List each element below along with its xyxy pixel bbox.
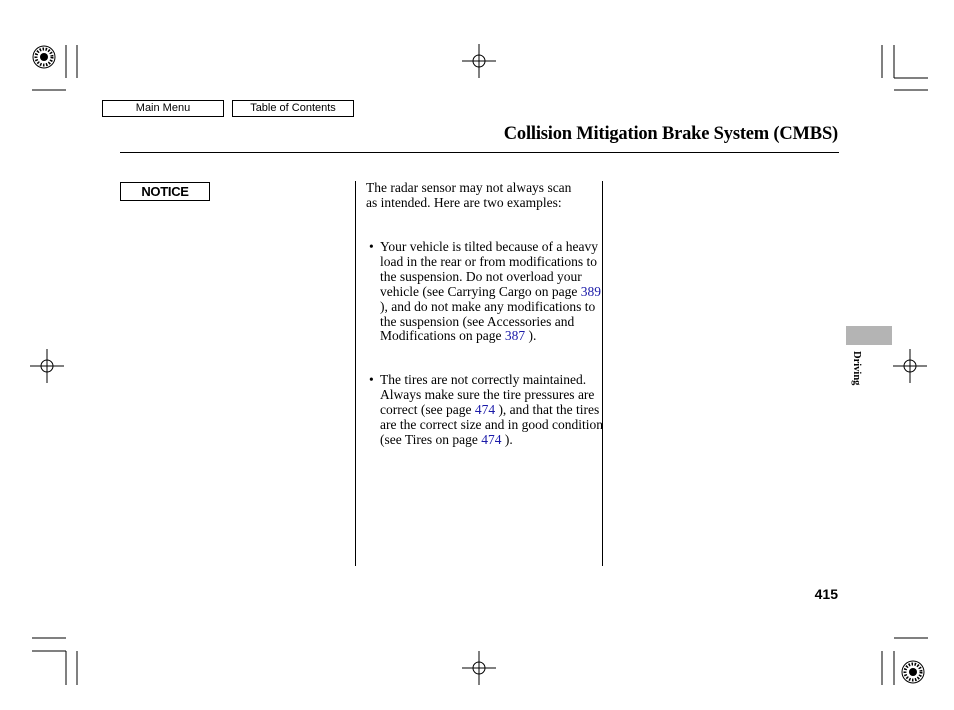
page-title: Collision Mitigation Brake System (CMBS) <box>503 124 838 144</box>
list-item <box>366 373 606 448</box>
page-number: 415 <box>814 586 838 602</box>
section-label: Driving <box>851 351 862 386</box>
page-link-474[interactable]: 474 <box>481 431 502 447</box>
notice-label: NOTICE <box>120 182 210 201</box>
starburst-target-top-left <box>33 46 55 68</box>
section-tab <box>846 326 892 345</box>
main-menu-button[interactable]: Main Menu <box>102 100 224 117</box>
starburst-target-bottom-right <box>902 661 924 683</box>
bullet-dot: • <box>369 372 374 387</box>
page-link-389[interactable]: 389 <box>580 283 601 299</box>
title-underline <box>120 152 839 153</box>
bullet-text: ). <box>525 328 537 344</box>
page-link-387[interactable]: 387 <box>504 328 526 344</box>
column-divider-left <box>355 181 356 566</box>
bullet-text: The tires are not correctly maintained. Always make sure the tire pressures are correct (see page <box>380 372 595 417</box>
bullet-text: Your vehicle is tilted because of a heavy load in the rear or from modifications to the suspension. Do not overload your vehicle (see Carrying Cargo on page <box>380 239 598 299</box>
page-link-474[interactable]: 474 <box>474 401 496 417</box>
bullet-text: ). <box>501 431 513 447</box>
intro-paragraph: The radar sensor may not always scan as intended. Here are two examples: <box>366 180 572 210</box>
bullet-dot: • <box>369 239 374 254</box>
table-of-contents-button[interactable]: Table of Contents <box>232 100 354 117</box>
list-item <box>366 240 606 344</box>
bullet-text: ), and that the tires are the correct size and in good condition (see Tires on page <box>380 401 604 447</box>
bullet-text: ), and do not make any modifications to the suspension (see Accessories and Modifications on page <box>380 298 596 344</box>
